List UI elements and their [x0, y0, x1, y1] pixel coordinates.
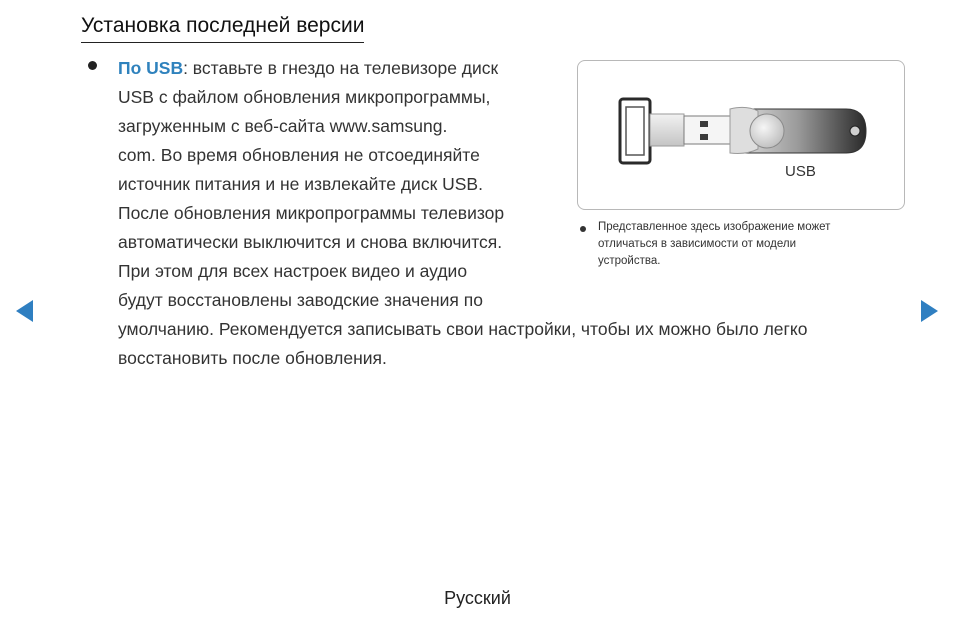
next-page-icon[interactable]	[921, 300, 938, 322]
footer-language: Русский	[444, 588, 511, 608]
instruction-line-11: восстановить после обновления.	[118, 348, 387, 368]
note-line-2: отличаться в зависимости от модели	[598, 238, 796, 250]
instruction-line-3: загруженным с веб-сайта www.samsung.	[118, 116, 448, 136]
usb-illustration-box	[577, 60, 905, 210]
usb-method-label: По USB	[118, 58, 184, 78]
instruction-line-1: По USB: вставьте в гнездо на телевизоре диск	[118, 58, 499, 78]
instruction-line-10: умолчанию. Рекомендуется записывать свои настройки, чтобы их можно было легко	[118, 319, 808, 339]
image-disclaimer-note	[598, 219, 888, 270]
note-line-1: Представленное здесь изображение может	[598, 221, 831, 233]
note-line-3: устройства.	[598, 255, 661, 267]
page-title: Установка последней версии	[81, 14, 364, 43]
bullet-icon	[88, 61, 97, 70]
instruction-line-6: После обновления микропрограммы телевизор	[118, 203, 505, 223]
usb-drive-icon	[578, 61, 904, 209]
instruction-line-8: При этом для всех настроек видео и аудио	[118, 261, 468, 281]
instruction-line-5: источник питания и не извлекайте диск USB.	[118, 174, 483, 194]
usb-caption: USB	[785, 163, 816, 180]
instruction-line-7: автоматически выключится и снова включится.	[118, 232, 503, 252]
note-bullet-icon	[580, 226, 586, 232]
instruction-line-9: будут восстановлены заводские значения по	[118, 290, 483, 310]
instruction-line-4: com. Во время обновления не отсоединяйте	[118, 145, 480, 165]
previous-page-icon[interactable]	[16, 300, 33, 322]
instruction-line-2: USB с файлом обновления микропрограммы,	[118, 87, 491, 107]
